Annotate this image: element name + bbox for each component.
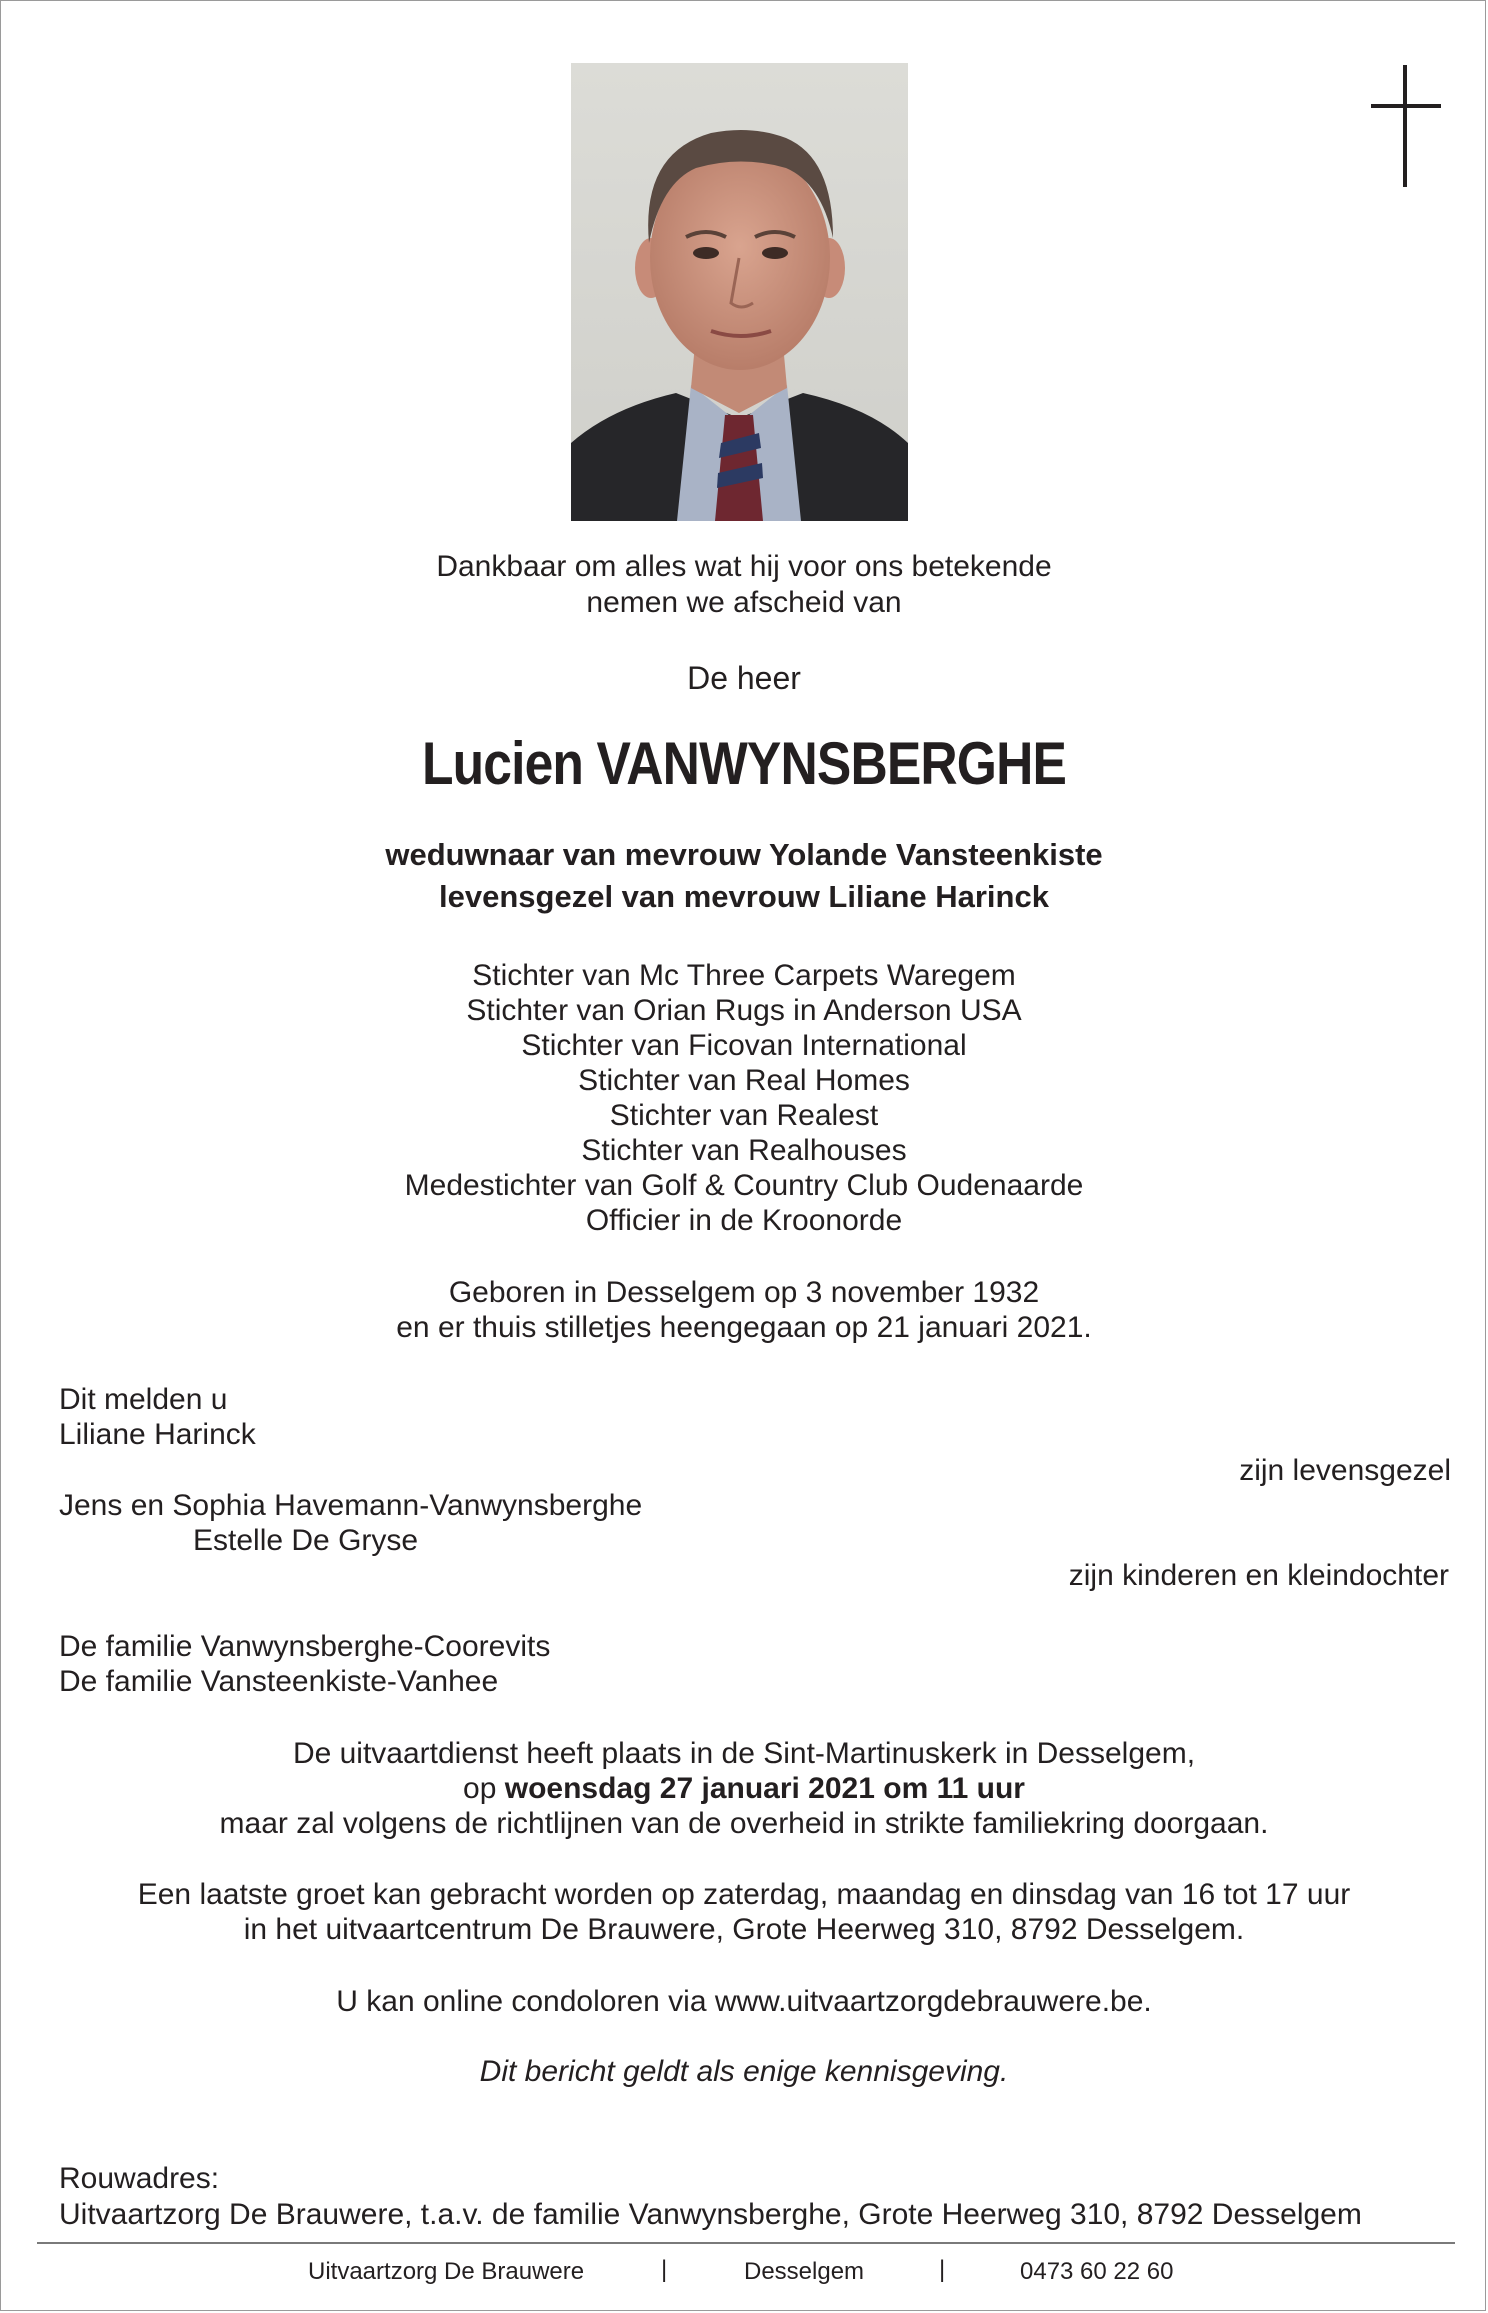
- service-date: woensdag 27 januari 2021 om 11 uur: [504, 1772, 1025, 1805]
- achievement-item: Stichter van Mc Three Carpets Waregem: [472, 959, 1016, 992]
- service-date-prefix: op: [463, 1772, 505, 1805]
- children-line-1: Jens en Sophia Havemann-Vanwynsberghe: [59, 1489, 643, 1522]
- intro-line-1: Dankbaar om alles wat hij voor ons betekende: [436, 550, 1052, 583]
- portrait-illustration: [571, 63, 908, 521]
- birth-line: Geboren in Desselgem op 3 november 1932: [448, 1276, 1040, 1309]
- footer-phone: 0473 60 22 60: [1020, 2258, 1174, 2285]
- achievement-item: Stichter van Realhouses: [581, 1134, 907, 1167]
- announcers-intro: Dit melden u: [59, 1383, 228, 1416]
- notice: Dit bericht geldt als enige kennisgeving.: [479, 2055, 1009, 2088]
- cross-icon-bar: [1371, 104, 1441, 108]
- achievement-item: Stichter van Orian Rugs in Anderson USA: [466, 994, 1022, 1027]
- children-line-2: Estelle De Gryse: [193, 1524, 419, 1557]
- footer-city: Desselgem: [744, 2258, 865, 2285]
- intro-line-2: nemen we afscheid van: [586, 586, 902, 619]
- partner-role: zijn levensgezel: [1239, 1454, 1451, 1487]
- cross-icon: [1403, 65, 1407, 187]
- achievement-item: Officier in de Kroonorde: [585, 1204, 903, 1237]
- portrait-photo: [571, 63, 908, 521]
- achievement-item: Medestichter van Golf & Country Club Oudenaarde: [404, 1169, 1084, 1202]
- footer-company: Uitvaartzorg De Brauwere: [308, 2258, 585, 2285]
- footer-separator: |: [939, 2256, 946, 2283]
- achievement-item: Stichter van Real Homes: [578, 1064, 910, 1097]
- family-line-2: De familie Vansteenkiste-Vanhee: [59, 1665, 499, 1698]
- footer-divider: [37, 2242, 1455, 2244]
- address-line: Uitvaartzorg De Brauwere, t.a.v. de familie Vanwynsberghe, Grote Heerweg 310, 8792 Desselgem: [59, 2198, 1362, 2231]
- visit-line-1: Een laatste groet kan gebracht worden op zaterdag, maandag en dinsdag van 16 tot 17 uur: [137, 1878, 1351, 1911]
- address-label: Rouwadres:: [59, 2162, 220, 2195]
- online-condolence: U kan online condoloren via www.uitvaartzorgdebrauwere.be.: [336, 1985, 1152, 2018]
- relation-line-2: levensgezel van mevrouw Liliane Harinck: [439, 879, 1049, 914]
- deceased-name: Lucien VANWYNSBERGHE: [421, 730, 1067, 797]
- achievement-item: Stichter van Ficovan International: [521, 1029, 967, 1062]
- service-line-1: De uitvaartdienst heeft plaats in de Sint-Martinuskerk in Desselgem,: [292, 1737, 1196, 1770]
- children-role: zijn kinderen en kleindochter: [1068, 1559, 1449, 1592]
- honorific: De heer: [687, 660, 801, 696]
- family-line-1: De familie Vanwynsberghe-Coorevits: [59, 1630, 551, 1663]
- achievement-item: Stichter van Realest: [609, 1099, 879, 1132]
- footer-separator: |: [661, 2256, 668, 2283]
- service-line-2: [1, 1771, 1487, 1806]
- service-line-3: maar zal volgens de richtlijnen van de overheid in strikte familiekring doorgaan.: [219, 1807, 1269, 1840]
- relation-line-1: weduwnaar van mevrouw Yolande Vansteenkiste: [385, 837, 1103, 872]
- partner-name: Liliane Harinck: [59, 1418, 256, 1451]
- death-line: en er thuis stilletjes heengegaan op 21 januari 2021.: [396, 1311, 1092, 1344]
- visit-line-2: in het uitvaartcentrum De Brauwere, Grote Heerweg 310, 8792 Desselgem.: [243, 1913, 1245, 1946]
